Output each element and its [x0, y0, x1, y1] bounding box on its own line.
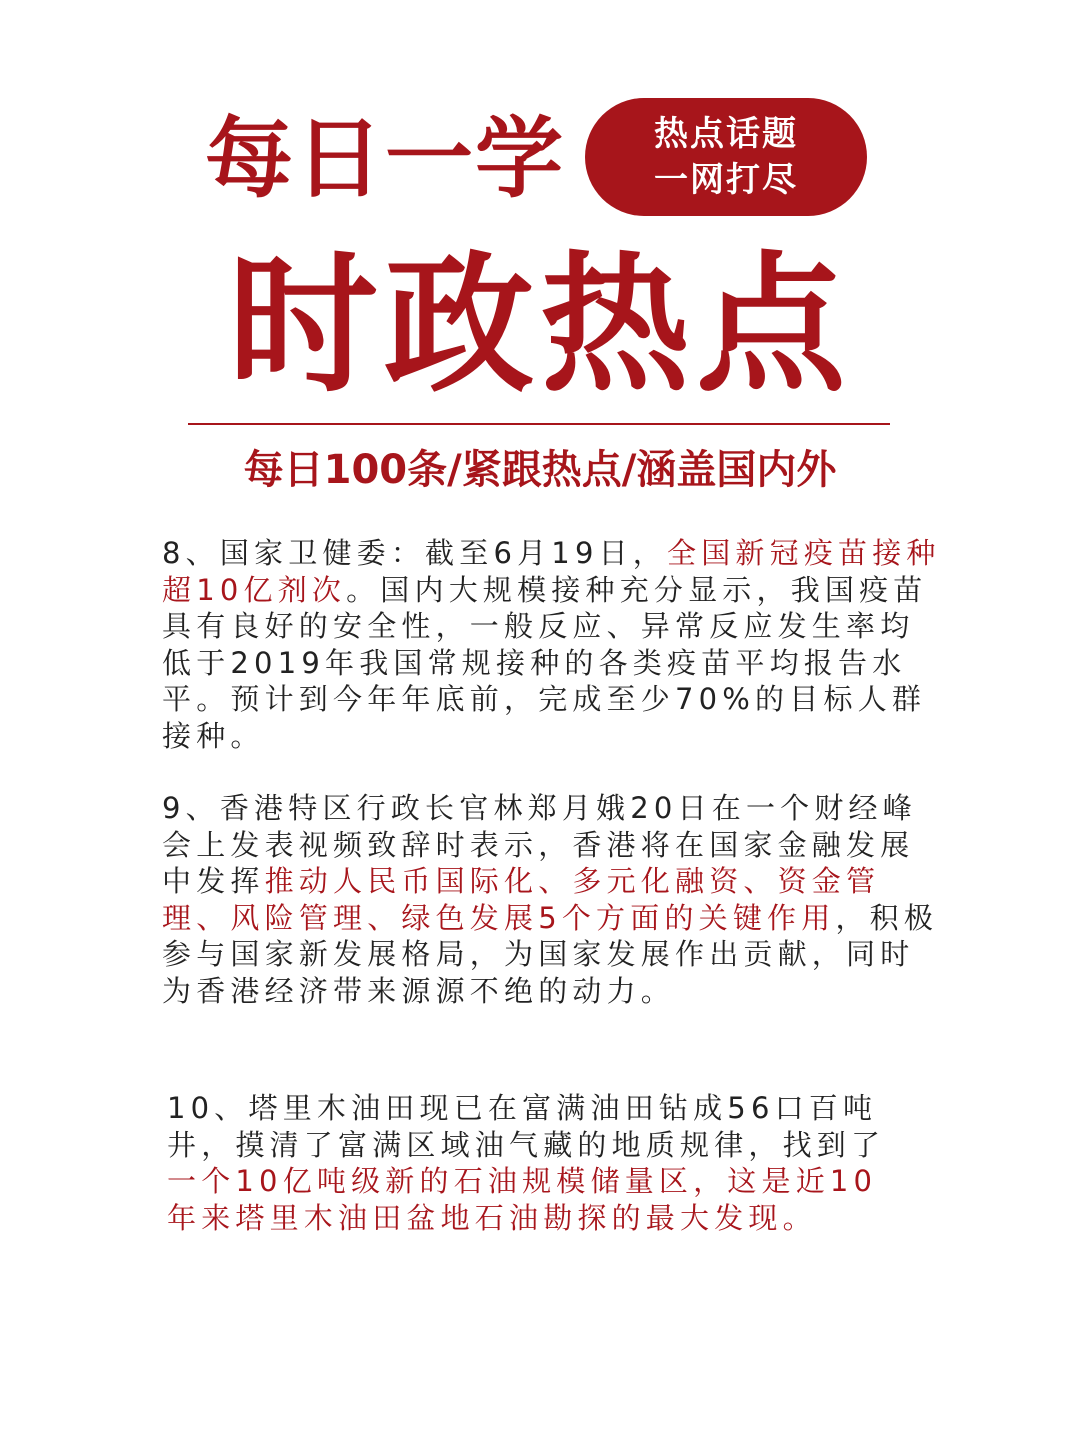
topic-badge: [585, 98, 867, 216]
news-highlight: 推动人民币国际化、多元化融资、资金管理、风险管理、绿色发展5个方面的关键作用: [162, 864, 881, 935]
news-highlight: 一个10亿吨级新的石油规模储量区，这是近10年来塔里木油田盆地石油勘探的最大发现。: [167, 1164, 878, 1235]
header: [0, 0, 1080, 240]
news-paragraph: [162, 535, 942, 755]
page-subtitle: 每日100条/紧跟热点/涵盖国内外: [243, 447, 837, 493]
news-item-8: [162, 535, 942, 755]
topic-badge-line1: 热点话题: [654, 114, 798, 154]
news-paragraph: [162, 790, 942, 1010]
news-text: 8、国家卫健委：截至6月19日，: [162, 536, 668, 570]
news-text: 。国内大规模接种充分显示，我国疫苗具有良好的安全性，一般反应、异常反应发生率均低于2019年我国常规接种的各类疫苗平均报告水平。预计到今年年底前，完成至少70%的目标人群接种。: [162, 572, 928, 753]
news-item-10: [167, 1090, 907, 1236]
news-paragraph: [167, 1090, 907, 1236]
news-text: ，积极参与国家新发展格局，为国家发展作出贡献，同时为香港经济带来源源不绝的动力。: [162, 900, 939, 1008]
page-title: 时政热点: [227, 237, 852, 413]
topic-badge-line2: 一网打尽: [654, 160, 798, 200]
news-highlight: 全国新冠疫苗接种超10亿剂次: [162, 536, 941, 607]
brand-title: 每日一学: [205, 106, 566, 210]
news-text: 10、塔里木油田现已在富满油田钻成56口百吨井，摸清了富满区域油气藏的地质规律，找到了: [167, 1091, 886, 1162]
news-text: 9、香港特区行政长官林郑月娥20日在一个财经峰会上发表视频致辞时表示，香港将在国家金融发展中发挥: [162, 791, 917, 899]
title-divider: [188, 423, 890, 425]
news-item-9: [162, 790, 942, 1010]
